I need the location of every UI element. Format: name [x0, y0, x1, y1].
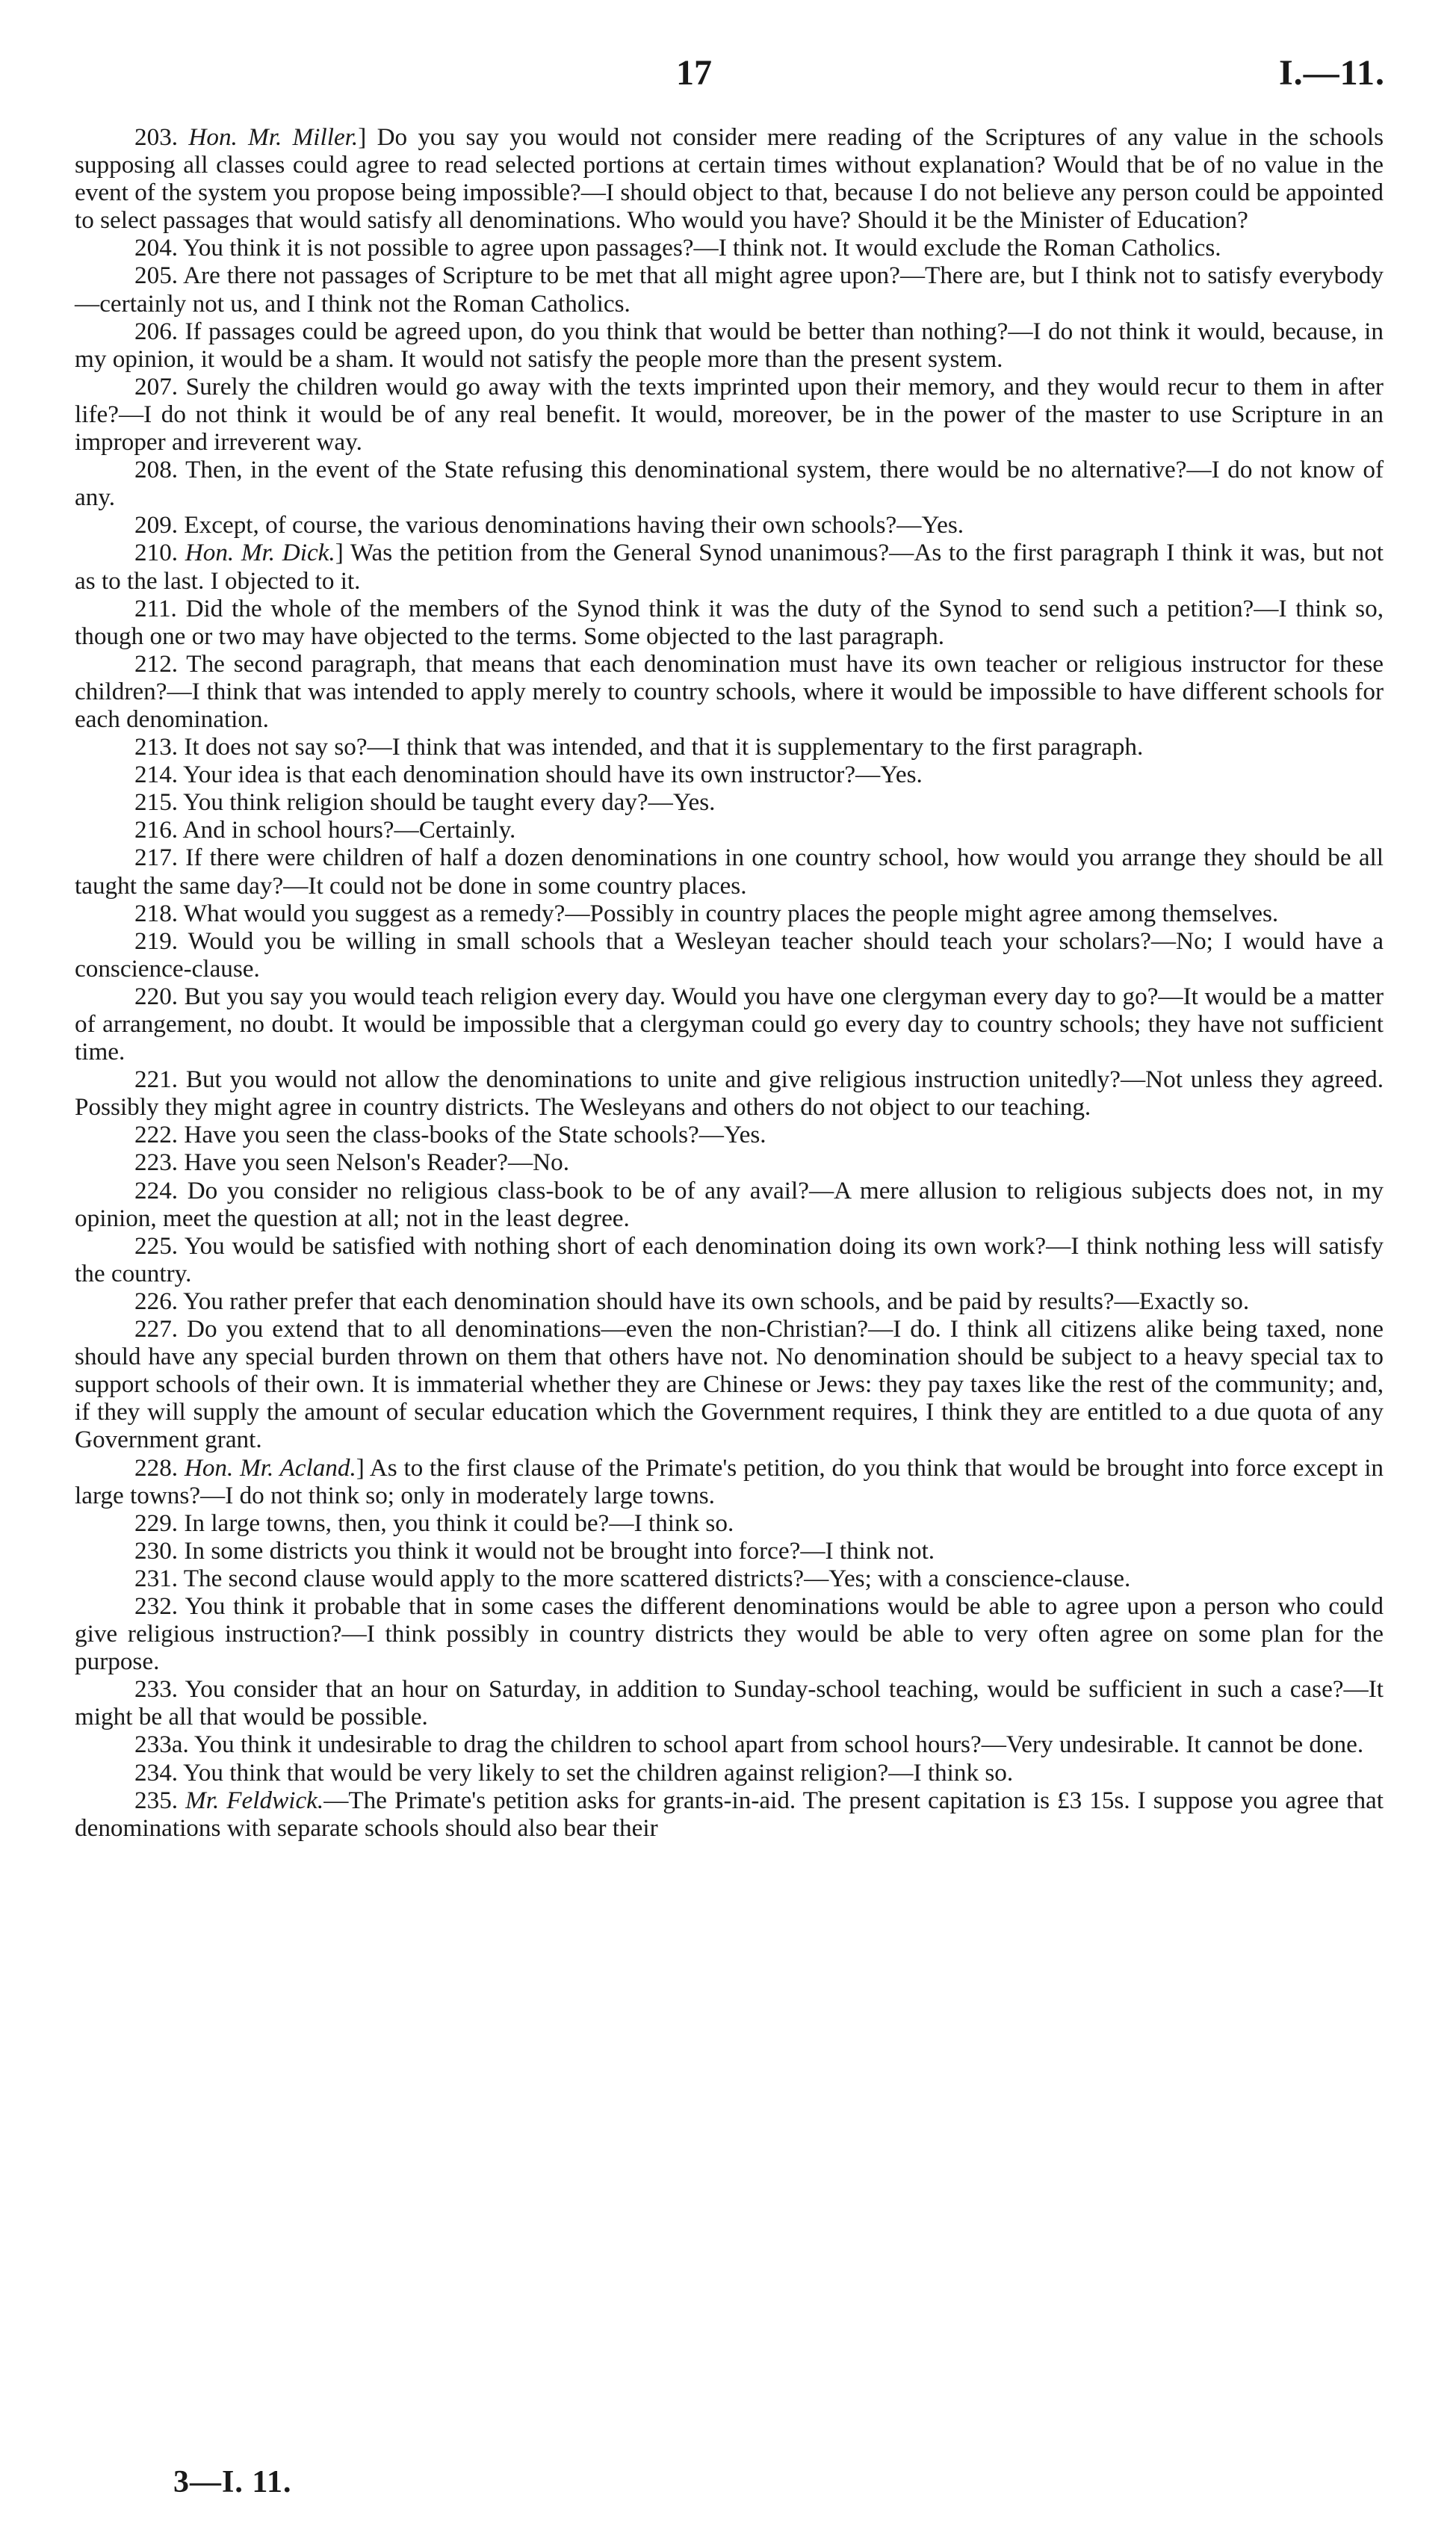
testimony-body [75, 123, 1384, 1842]
paragraph-209: 209. Except, of course, the various denominations having their own schools?—Yes. [134, 511, 964, 539]
paragraph-228: 228. Hon. Mr. Acland.] As to the first clause of the Primate's petition, do you think that would be brought into force except in large towns?—I do not think so; only in moderately large towns. [75, 1453, 1384, 1509]
paragraph-210: 210. Hon. Mr. Dick.] Was the petition from the General Synod unanimous?—As to the first paragraph I think it was, but not as to the last. I objected to it. [75, 539, 1384, 595]
paragraph-233a: 233a. You think it undesirable to drag the children to school apart from school hours?—Very undesirable. It cannot be done. [134, 1731, 1364, 1759]
page-header [0, 52, 1456, 97]
paragraph-212: 212. The second paragraph, that means that each denomination must have its own teacher or religious instructor for these children?—I think that was intended to apply merely to country schools, where it would be impossible to have different schools for each denomination. [75, 649, 1384, 733]
paragraph-208: 208. Then, in the event of the State refusing this denominational system, there would be no alternative?—I do not know of any. [75, 456, 1384, 512]
paragraph-231: 231. The second clause would apply to the more scattered districts?—Yes; with a conscience-clause. [134, 1564, 1131, 1592]
paragraph-204: 204. You think it is not possible to agree upon passages?—I think not. It would exclude the Roman Catholics. [134, 234, 1221, 262]
speaker-name: Hon. Mr. Dick. [185, 539, 335, 567]
paragraph-211: 211. Did the whole of the members of the Synod think it was the duty of the Synod to send such a petition?—I think so, though one or two may have objected to the terms. Some objected to the last paragraph. [75, 594, 1384, 650]
paragraph-221: 221. But you would not allow the denominations to unite and give religious instruction unitedly?—Not unless they agreed. Possibly they might agree in country districts. The Wesleyans and others do not object to our teaching. [75, 1066, 1384, 1122]
paragraph-230: 230. In some districts you think it would not be brought into force?—I think not. [134, 1536, 935, 1565]
paragraph-234: 234. You think that would be very likely to set the children against religion?—I think so. [134, 1758, 1014, 1787]
paragraph-235: 235. Mr. Feldwick.—The Primate's petition asks for grants-in-aid. The present capitation is £3 15s. I suppose you agree that denominations with separate schools should also bear their [75, 1786, 1384, 1842]
paragraph-229: 229. In large towns, then, you think it could be?—I think so. [134, 1509, 734, 1537]
paragraph-233: 233. You consider that an hour on Saturday, in addition to Sunday-school teaching, would be sufficient in such a case?—It might be all that would be possible. [75, 1675, 1384, 1731]
speaker-name: Hon. Mr. Miller. [188, 123, 359, 151]
paragraph-213: 213. It does not say so?—I think that was intended, and that it is supplementary to the first paragraph. [134, 733, 1144, 761]
paragraph-203: 203. Hon. Mr. Miller.] Do you say you would not consider mere reading of the Scriptures of any value in the schools supposing all classes could agree to read selected portions at certain times without explanation? Would that be of no value in the event of the system you propose being impossible?—I should object to that, because I do not believe any person could be appointed to select passages that would satisfy all denominations. Who would you have? Should it be the Minister of Education? [75, 123, 1384, 235]
paragraph-232: 232. You think it probable that in some cases the different denominations would be able to agree upon a person who could give religious instruction?—I think possibly in country districts they would be able to very often agree on some plan for the purpose. [75, 1592, 1384, 1676]
document-code: I.—11. [1278, 53, 1385, 93]
paragraph-227: 227. Do you extend that to all denominations—even the non-Christian?—I do. I think all citizens alike being taxed, none should have any special burden thrown on them that others have not. No denomination should be subject to a heavy special tax to support schools of their own. It is immaterial whether they are Chinese or Jews: they pay taxes like the rest of the community; and, if they will supply the amount of secular education which the Government requires, I think they are entitled to a due quota of any Government grant. [75, 1315, 1384, 1454]
paragraph-207: 207. Surely the children would go away with the texts imprinted upon their memory, and they would recur to them in after life?—I do not think it would be of any real benefit. It would, moreover, be in the power of the master to use Scripture in an improper and irreverent way. [75, 372, 1384, 457]
paragraph-214: 214. Your idea is that each denomination should have its own instructor?—Yes. [134, 761, 923, 789]
paragraph-217: 217. If there were children of half a dozen denominations in one country school, how would you arrange they should be all taught the same day?—It could not be done in some country places. [75, 844, 1384, 900]
paragraph-222: 222. Have you seen the class-books of the State schools?—Yes. [134, 1121, 766, 1149]
signature-mark: 3—I. 11. [173, 2465, 292, 2499]
paragraph-218: 218. What would you suggest as a remedy?—Possibly in country places the people might agree among themselves. [134, 899, 1279, 927]
paragraph-226: 226. You rather prefer that each denomination should have its own schools, and be paid by results?—Exactly so. [134, 1287, 1250, 1315]
paragraph-220: 220. But you say you would teach religion every day. Would you have one clergyman every day to go?—It would be a matter of arrangement, no doubt. It would be impossible that a clergyman could go every day to country schools; they have not sufficient time. [75, 982, 1384, 1066]
speaker-name: Mr. Feldwick. [185, 1786, 324, 1814]
paragraph-205: 205. Are there not passages of Scripture to be met that all might agree upon?—There are, but I think not to satisfy everybody—certainly not us, and I think not the Roman Catholics. [75, 262, 1384, 318]
paragraph-215: 215. You think religion should be taught every day?—Yes. [134, 788, 716, 817]
paragraph-224: 224. Do you consider no religious class-book to be of any avail?—A mere allusion to religious subjects does not, in my opinion, meet the question at all; not in the least degree. [75, 1176, 1384, 1232]
page-number: 17 [676, 53, 712, 93]
paragraph-219: 219. Would you be willing in small schools that a Wesleyan teacher should teach your scholars?—No; I would have a conscience-clause. [75, 927, 1384, 983]
paragraph-216: 216. And in school hours?—Certainly. [134, 816, 516, 844]
paragraph-225: 225. You would be satisfied with nothing short of each denomination doing its own work?—I think nothing less will satisfy the country. [75, 1231, 1384, 1287]
paragraph-206: 206. If passages could be agreed upon, do you think that would be better than nothing?—I do not think it would, because, in my opinion, it would be a sham. It would not satisfy the people more than the present system. [75, 317, 1384, 373]
paragraph-223: 223. Have you seen Nelson's Reader?—No. [134, 1148, 569, 1177]
speaker-name: Hon. Mr. Acland. [184, 1453, 356, 1482]
